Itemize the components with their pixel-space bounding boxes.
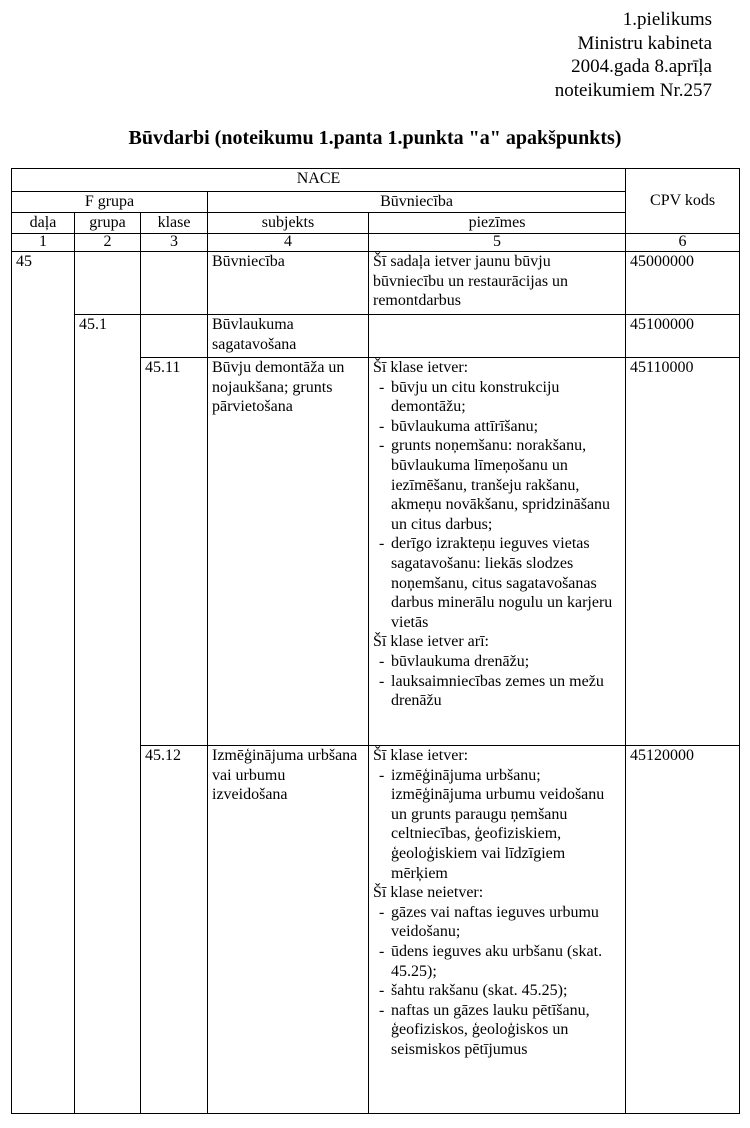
cpv-cell: 45000000 (626, 252, 740, 315)
f-group-header: F grupa (12, 192, 208, 213)
dala-cell: 45 (12, 252, 75, 1114)
list-item: - derīgo izrakteņu ieguves vietas sagatavošanu: liekās slodzes noņemšanu, citus sagatavošanas darbus minerālu nogulu un karjeru vietās (373, 534, 621, 632)
notes-list (373, 378, 621, 633)
column-number: 5 (369, 234, 626, 252)
table-row (12, 315, 740, 358)
annex-header (555, 8, 712, 102)
column-number: 4 (208, 234, 369, 252)
regulation-date: 2004.gada 8.aprīļa (571, 56, 712, 77)
piezimes-cell: Šī sadaļa ietver jaunu būvju būvniecību un restaurācijas un remontdarbus (369, 252, 626, 315)
list-item: - gāzes vai naftas ieguves urbumu veidošanu; (373, 903, 621, 942)
construction-works-table (11, 168, 740, 1114)
subjekts-cell: Būvju demontāža un nojaukšana; grunts pārvietošana (208, 358, 369, 746)
list-item: - izmēģinājuma urbšanu; izmēģinājuma urbumu veidošanu un grunts paraugu ņemšanu celtniecības, ģeofiziskiem, ģeoloģiskiem vai līdzīgiem mērķiem (373, 766, 621, 884)
list-item: - grunts noņemšanu: norakšanu, būvlaukuma līmeņošanu un iezīmēšanu, tranšeju rakšanu, akmeņu novākšanu, spridzināšanu un citus darbus; (373, 436, 621, 534)
notes-list (373, 652, 621, 711)
subjekts-cell: Būvniecība (208, 252, 369, 315)
column-header-klase: klase (141, 213, 208, 234)
page-title: Būvdarbi (noteikumu 1.panta 1.punkta "a" apakšpunkts) (128, 127, 622, 149)
list-item: - šahtu rakšanu (skat. 45.25); (373, 981, 621, 1001)
list-item: - būvlaukuma attīrīšanu; (373, 417, 621, 437)
cpv-header: CPV kods (626, 169, 740, 234)
nace-header: NACE (12, 169, 626, 192)
klase-cell: 45.12 (141, 746, 208, 1114)
column-header-dala: daļa (12, 213, 75, 234)
column-header-piezimes: piezīmes (369, 213, 626, 234)
column-header-grupa: grupa (75, 213, 141, 234)
list-item: - naftas un gāzes lauku pētīšanu, ģeofiziskos, ģeoloģiskos un seismiskos pētījumus (373, 1001, 621, 1060)
construction-header: Būvniecība (208, 192, 626, 213)
grupa-cell (75, 252, 141, 315)
column-number: 2 (75, 234, 141, 252)
issuer: Ministru kabineta (577, 32, 712, 54)
klase-cell (141, 315, 208, 358)
cpv-cell: 45120000 (626, 746, 740, 1114)
annex-number: 1.pielikums (622, 9, 712, 30)
header-row-nace (12, 169, 740, 192)
notes-intro: Šī klase ietver arī: (373, 633, 489, 651)
piezimes-cell (369, 746, 626, 1114)
notes-intro: Šī klase neietver: (373, 884, 484, 902)
klase-cell: 45.11 (141, 358, 208, 746)
column-number: 1 (12, 234, 75, 252)
notes-list (373, 903, 621, 1060)
grupa-cell: 45.1 (75, 315, 141, 1114)
list-item: - būvlaukuma drenāžu; (373, 652, 621, 672)
notes-list (373, 766, 621, 884)
list-item: - ūdens ieguves aku urbšanu (skat. 45.25); (373, 942, 621, 981)
klase-cell (141, 252, 208, 315)
column-header-subjekts: subjekts (208, 213, 369, 234)
subjekts-cell: Būvlaukuma sagatavošana (208, 315, 369, 358)
column-numbers-row (12, 234, 740, 252)
notes-intro: Šī klase ietver: (373, 359, 469, 376)
piezimes-cell (369, 315, 626, 358)
cpv-cell: 45110000 (626, 358, 740, 746)
column-number: 3 (141, 234, 208, 252)
regulation-number: noteikumiem Nr.257 (554, 79, 712, 101)
column-number: 6 (626, 234, 740, 252)
table-row (12, 252, 740, 315)
notes-intro: Šī klase ietver: (373, 747, 469, 764)
subjekts-cell: Izmēģinājuma urbšana vai urbumu izveidošana (208, 746, 369, 1114)
list-item: - būvju un citu konstrukciju demontāžu; (373, 378, 621, 417)
piezimes-cell (369, 358, 626, 746)
list-item: - lauksaimniecības zemes un mežu drenāžu (373, 672, 621, 711)
cpv-cell: 45100000 (626, 315, 740, 358)
